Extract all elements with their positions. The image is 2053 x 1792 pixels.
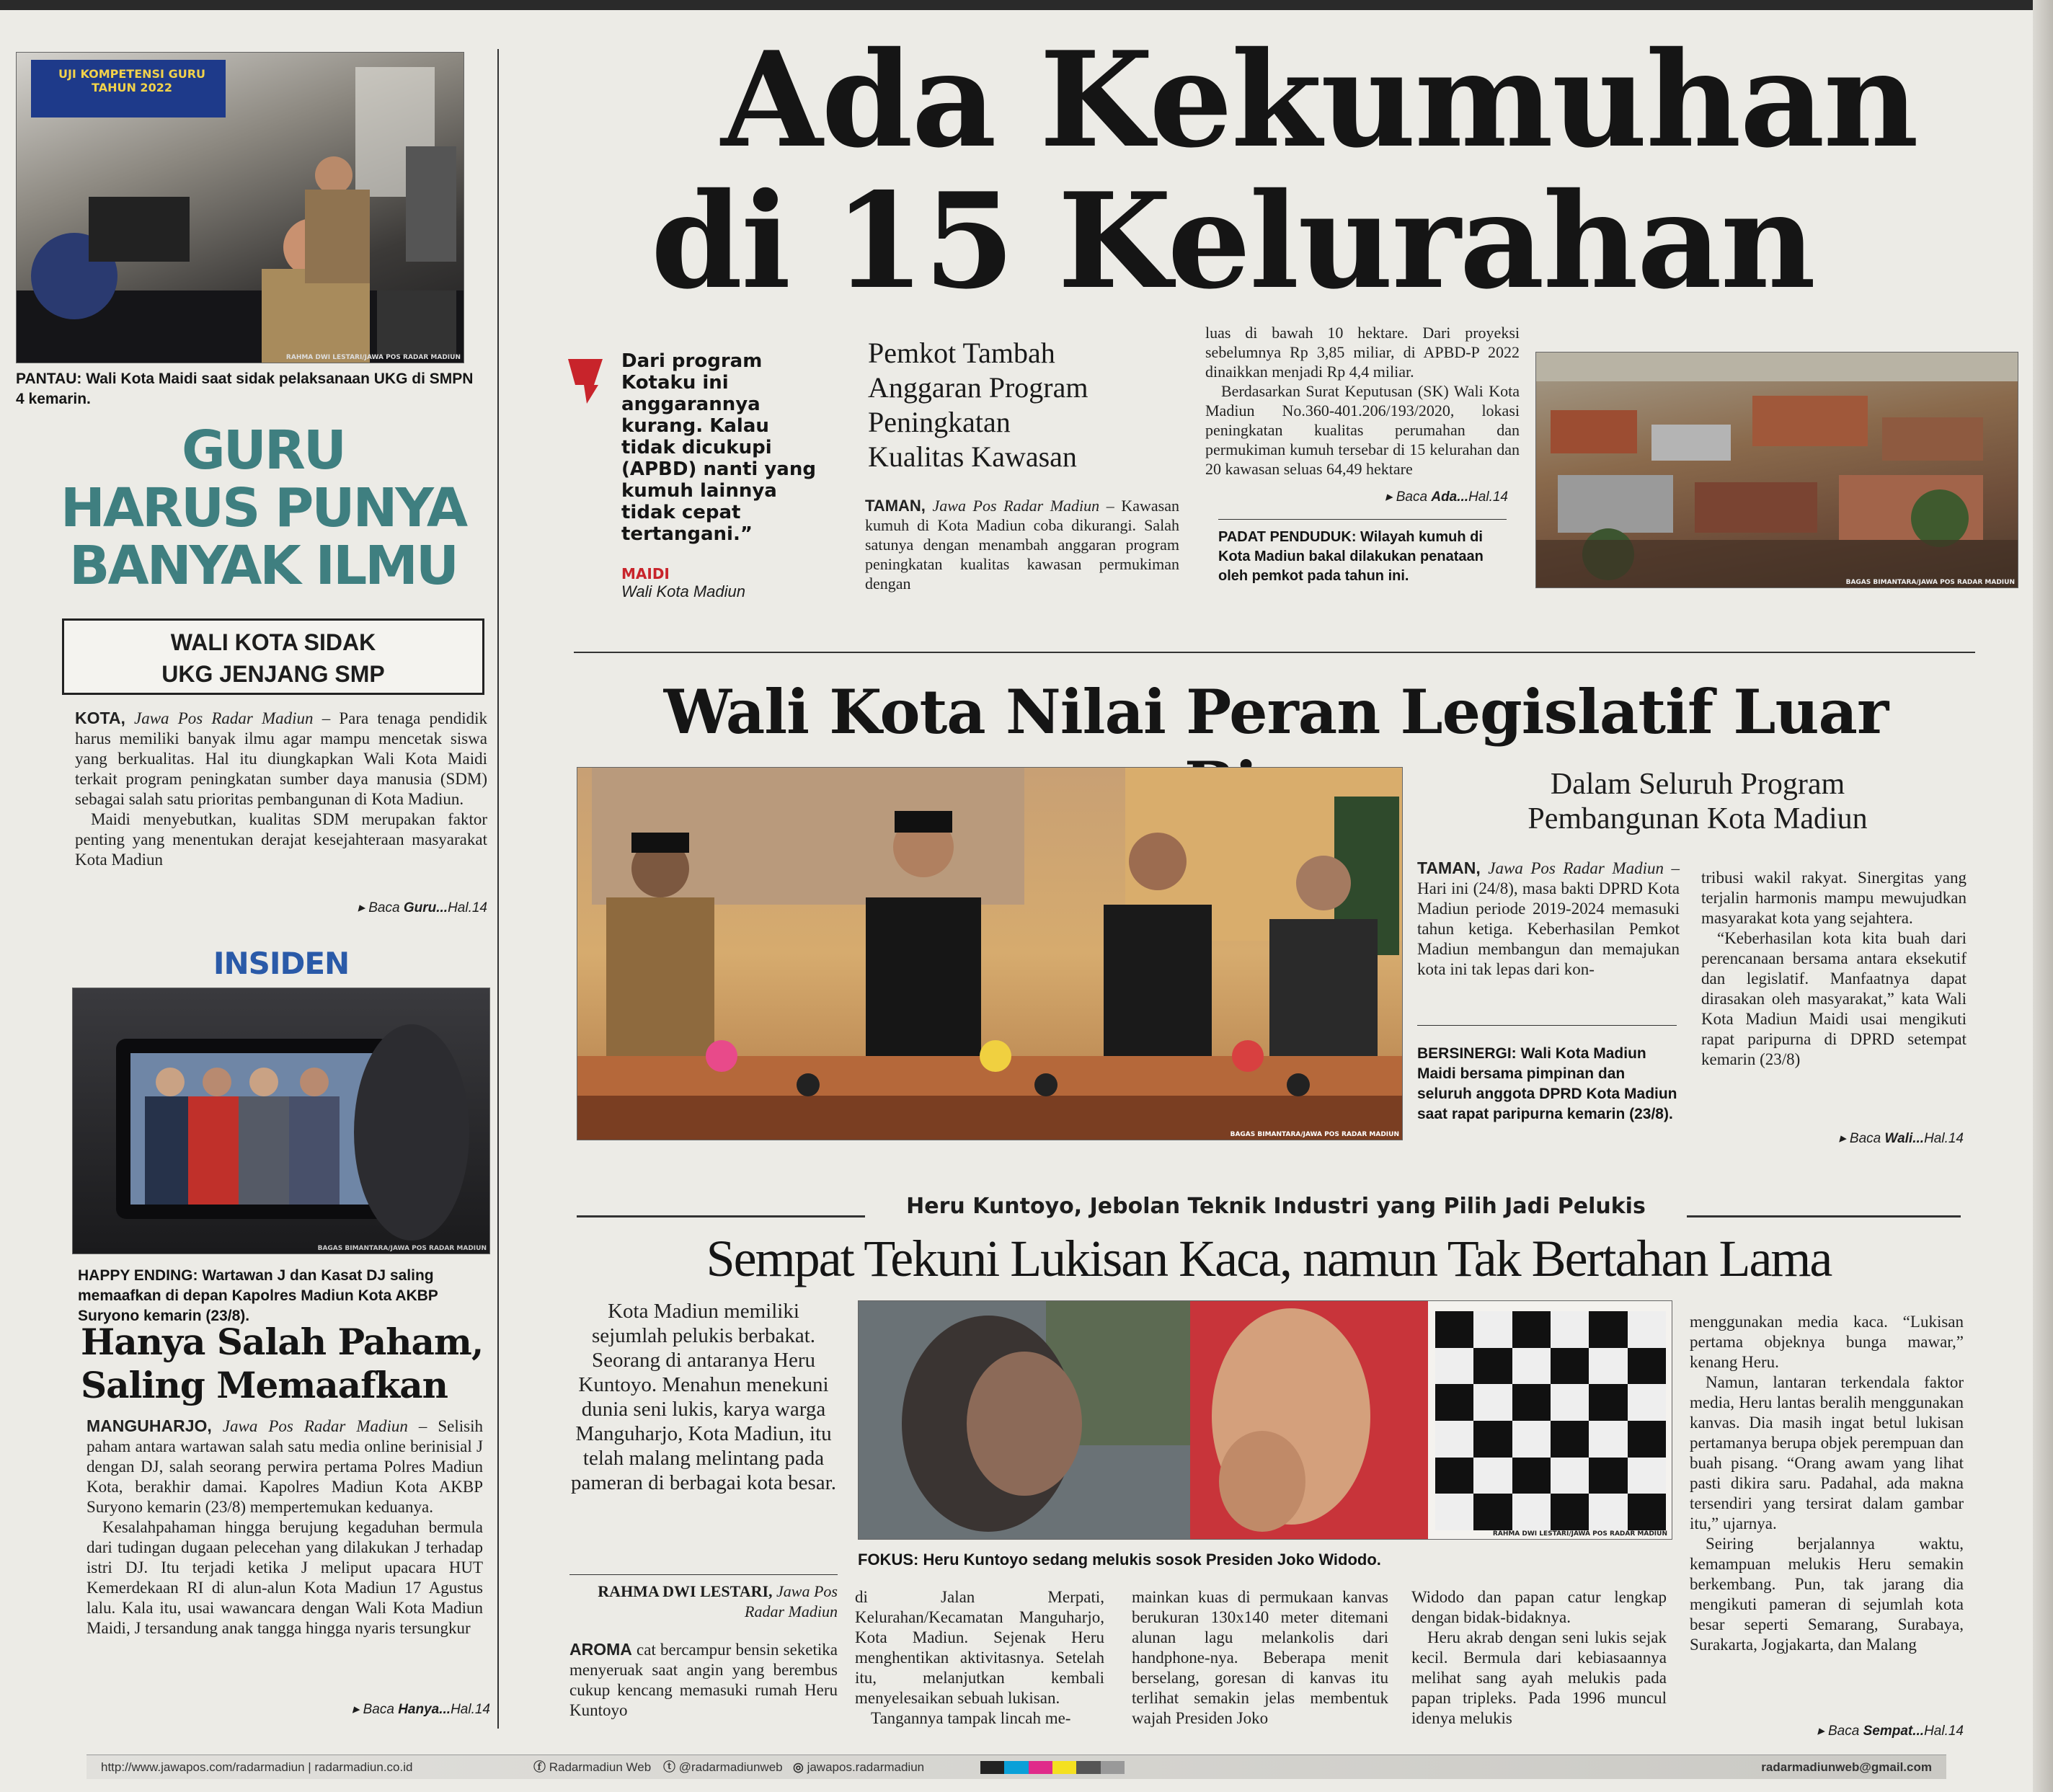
insiden-paragraph-1 [87, 1416, 483, 1517]
kumuh-photo-credit: BAGAS BIMANTARA/JAWA POS RADAR MADIUN [1845, 579, 2015, 586]
lukis-paragraph-7: menggunakan media kaca. “Lukisan pertama objeknya bunga mawar,” kenang Heru. [1690, 1313, 1964, 1371]
kumuh-baca-label: Baca [1396, 489, 1428, 505]
kumuh-source: Jawa Pos Radar Madiun [932, 497, 1100, 515]
insiden-source: Jawa Pos Radar Madiun [222, 1417, 408, 1435]
guru-headline-line1: GURU [182, 420, 345, 482]
insiden-caption: HAPPY ENDING: Wartawan J dan Kasat DJ saling memaafkan di depan Kapolres Madiun Kota AKBP Suryono kemarin (23/8). [78, 1267, 438, 1324]
lukis-col3 [1132, 1587, 1388, 1729]
legislatif-subhead-line2: Pembangunan Kota Madiun [1527, 802, 1868, 835]
legislatif-photo-art [577, 768, 1403, 1140]
lukis-paragraph-1 [569, 1639, 838, 1721]
pantau-photo [16, 52, 464, 363]
lukis-col5 [1690, 1312, 1964, 1655]
lukis-col2 [855, 1587, 1104, 1729]
footer-twitter-label: @radarmadiunweb [678, 1760, 783, 1774]
page-right-edge [2033, 0, 2053, 1792]
lukis-paragraph-1-text: cat bercampur bensin seketika menyeruak saat angin yang berembus cukup kencang memasuki rumah Heru Kuntoyo [569, 1641, 838, 1719]
lukis-lead: AROMA [569, 1640, 632, 1659]
guru-headline-line3: BANYAK ILMU [69, 535, 457, 597]
guru-headline [29, 422, 497, 595]
kumuh-paragraph-1-text: – Kawasan kumuh di Kota Madiun coba dikurangi. Salah satunya dengan menambah anggaran program peningkatan kualitas kawasan permukiman dengan [865, 497, 1179, 593]
insiden-photo-art [73, 988, 490, 1254]
insiden-dateline: MANGUHARJO, [87, 1416, 212, 1435]
kumuh-caption-rule [1218, 519, 1507, 520]
kumuh-paragraph-3: Berdasarkan Surat Keputusan (SK) Wali Kota Madiun No.360-401.206/193/2020, lokasi peningkatan kualitas perumahan dan permukiman kumuh tersebar di 15 kelurahan dan 20 kawasan seluas 64,49 hektare [1205, 382, 1520, 478]
legislatif-baca-page: Hal.14 [1924, 1131, 1964, 1146]
kumuh-photo [1535, 352, 2018, 588]
lukis-baca-link[interactable]: ▸ Baca Sempat...Hal.14 [1817, 1724, 1964, 1739]
guru-paragraph-1 [75, 708, 487, 809]
insiden-label: INSIDEN [213, 946, 350, 981]
guru-headline-line2: HARUS PUNYA [60, 477, 466, 539]
facebook-icon: ⓕ [533, 1760, 546, 1774]
guru-label-line2: UKG JENJANG SMP [161, 661, 385, 687]
page-top-edge [0, 0, 2053, 10]
lukis-kicker: Heru Kuntoyo, Jebolan Teknik Industri yang Pilih Jadi Pelukis [865, 1192, 1687, 1221]
legislatif-headline: Wali Kota Nilai Peran Legislatif Luar [663, 676, 1889, 748]
kumuh-col2 [1205, 323, 1520, 479]
legislatif-paragraph-2: tribusi wakil rakyat. Sinergitas yang terjalin harmonis mampu mewujudkan masyarakat kota yang sejahtera. [1701, 869, 1966, 927]
kumuh-quote-name: MAIDI [621, 565, 670, 582]
kumuh-caption: PADAT PENDUDUK: Wilayah kumuh di Kota Madiun bakal dilakukan penataan oleh pemkot pada tahun ini. [1218, 529, 1484, 584]
legislatif-col2 [1701, 868, 1966, 1070]
kumuh-subhead [868, 336, 1171, 474]
guru-baca-page: Hal.14 [448, 900, 487, 915]
lukis-col4 [1411, 1587, 1667, 1729]
lukis-author [569, 1582, 838, 1622]
insiden-paragraph-1-text: – Selisih paham antara wartawan salah satu media online berinisial J dengan DJ, salah seorang perwira pertama Polres Madiun Kota, berakhir damai. Kapolres Madiun Kota AKBP Suryono kemarin (23/8) mempertemukan keduanya. [87, 1417, 483, 1516]
kumuh-paragraph-1 [865, 496, 1179, 593]
kumuh-baca-link[interactable]: ▸ Baca Ada...Hal.14 [1385, 489, 1508, 505]
kumuh-baca-target: Ada... [1431, 489, 1469, 505]
insiden-photo-credit: BAGAS BIMANTARA/JAWA POS RADAR MADIUN [317, 1245, 487, 1252]
insiden-paragraph-2: Kesalahpahaman hingga berujung kegaduhan bermula dari tudingan dugaan pelecehan yang dilakukan J terhadap istri DJ. Itu terjadi ketika J meliput upacara HUT Kemerdekaan RI di alun-alun Kota Madiun 17 Agustus lalu. Kala itu, usai wawancara dengan Wali Kota Madiun Maidi, J tersandung anak tangga hingga nyaris tersungkur [87, 1518, 483, 1637]
legislatif-paragraph-3: “Keberhasilan kota kita buah dari perencanaan bersama antara eksekutif dan legislatif. Manfaatnya dapat dirasakan oleh masyarakat,” kata Wali Kota Madiun Maidi usai mengikuti rapat paripurna di DPRD setempat kemarin (23/8) [1701, 929, 1966, 1068]
footer-facebook[interactable] [533, 1755, 651, 1780]
lukis-col1 [569, 1639, 838, 1721]
pantau-photo-credit: RAHMA DWI LESTARI/JAWA POS RADAR MADIUN [285, 354, 461, 361]
guru-paragraph-2: Maidi menyebutkan, kualitas SDM merupakan faktor penting yang menentukan derajat kesejahteraan masyarakat Kota Madiun [75, 810, 487, 869]
lukis-intro: Kota Madiun memiliki sejumlah pelukis berbakat. Seorang di antaranya Heru Kuntoyo. Menahun menekuni dunia seni lukis, karya warga Manguharjo, Kota Madiun, itu telah malang melintang pada pameran di berbagai kota besar. [571, 1300, 836, 1494]
instagram-icon: ◎ [793, 1760, 804, 1774]
legislatif-subhead [1420, 767, 1975, 836]
lukis-headline: Sempat Tekuni Lukisan Kaca, namun Tak Bertahan Lama [706, 1230, 1832, 1287]
guru-baca-target: Guru... [403, 900, 448, 915]
lukis-paragraph-3: Tangannya tampak lincah me- [871, 1709, 1071, 1727]
kumuh-subhead-line4: Kualitas Kawasan [868, 440, 1077, 473]
lukis-caption: FOKUS: Heru Kuntoyo sedang melukis sosok Presiden Joko Widodo. [858, 1551, 1381, 1569]
insiden-baca-page: Hal.14 [451, 1702, 490, 1717]
kumuh-quote-role: Wali Kota Madiun [621, 582, 746, 600]
pantau-caption: PANTAU: Wali Kota Maidi saat sidak pelaksanaan UKG di SMPN 4 kemarin. [16, 371, 474, 407]
legislatif-caption-rule [1417, 1025, 1677, 1026]
lukis-baca-target: Sempat... [1863, 1724, 1925, 1739]
footer-email[interactable]: radarmadiunweb@gmail.com [1761, 1760, 1932, 1774]
quote-mark-svg [565, 356, 606, 407]
lukis-photo [858, 1300, 1672, 1540]
legislatif-baca-label: Baca [1849, 1131, 1881, 1146]
guru-label-box [62, 618, 484, 695]
main-headline [649, 22, 1990, 318]
insiden-headline [81, 1321, 513, 1407]
pantau-photo-art [17, 53, 464, 363]
legislatif-subhead-line1: Dalam Seluruh Program [1550, 768, 1845, 801]
footer-color-bar [980, 1761, 1125, 1774]
twitter-icon: ⓣ [663, 1760, 675, 1774]
quote-mark-icon [565, 356, 606, 407]
legislatif-dateline: TAMAN, [1417, 859, 1481, 877]
footer-url[interactable]: http://www.jawapos.com/radarmadiun | radarmadiun.co.id [101, 1760, 413, 1774]
kumuh-section-rule [574, 652, 1975, 653]
lukis-author-name: RAHMA DWI LESTARI, [598, 1582, 773, 1600]
pantau-banner: UJI KOMPETENSI GURU TAHUN 2022 [58, 67, 206, 94]
lukis-baca-label: Baca [1828, 1724, 1860, 1739]
legislatif-paragraph-1 [1417, 858, 1680, 980]
legislatif-paragraph-1-text: – Hari ini (24/8), masa bakti DPRD Kota Madiun periode 2019-2024 memasuki tahun ketiga. Keberhasilan Pemkot Madiun membangun dan memajukan kota ini tak lepas dari kon- [1417, 859, 1680, 978]
legislatif-baca-link[interactable]: ▸ Baca Wali...Hal.14 [1839, 1131, 1964, 1146]
kumuh-subhead-line1: Pemkot Tambah [868, 337, 1055, 369]
lukis-photo-credit: RAHMA DWI LESTARI/JAWA POS RADAR MADIUN [1492, 1530, 1667, 1538]
insiden-baca-link[interactable]: ▸ Baca Hanya...Hal.14 [352, 1702, 490, 1717]
guru-source: Jawa Pos Radar Madiun [134, 709, 314, 727]
guru-body [75, 708, 487, 870]
lukis-author-source: Jawa Pos Radar Madiun [745, 1582, 838, 1620]
kumuh-baca-page: Hal.14 [1468, 489, 1508, 505]
guru-baca-label: Baca [368, 900, 400, 915]
footer-instagram-label: jawapos.radarmadiun [807, 1760, 925, 1774]
lukis-paragraph-5: Widodo dan papan catur lengkap dengan bidak-bidaknya. [1411, 1588, 1667, 1626]
lukis-paragraph-4: mainkan kuas di permukaan kanvas berukuran 130x140 meter ditemani alunan lagu melankolis dari handphone-nya. Beberapa menit berselang, goresan di kanvas itu terlihat semakin jelas membentuk wajah Presiden Joko [1132, 1588, 1388, 1727]
guru-baca-link[interactable]: ▸ Baca Guru...Hal.14 [358, 900, 487, 915]
lukis-author-rule [569, 1574, 838, 1575]
lukis-paragraph-6: Heru akrab dengan seni lukis sejak kecil. Bermula dari kebiasaannya melihat sang ayah melukis pada papan tripleks. Pada 1996 muncul idenya melukis [1411, 1628, 1667, 1727]
legislatif-source: Jawa Pos Radar Madiun [1488, 859, 1664, 877]
insiden-headline-line2: Saling Memaafkan [81, 1364, 448, 1406]
main-headline-line2: di 15 Kelurahan [650, 164, 1815, 318]
insiden-body [87, 1416, 483, 1638]
lukis-paragraph-8: Namun, lantaran terkendala faktor media, Heru lantas beralih menggunakan kanvas. Dia masih ingat betul lukisan pertamanya berupa objek perempuan dan buah pisang. “Orang awam yang lihat pasti dikira saru. Padahal, ada makna tersendiri yang tersirat dalam gambar itu,” ujarnya. [1690, 1373, 1964, 1532]
main-headline-line1: Ada Kekumuhan [721, 22, 1917, 177]
chessboard-art [1435, 1311, 1666, 1530]
kumuh-quote: Dari program Kotaku ini anggarannya kurang. Kalau tidak dicukupi (APBD) nanti yang kumuh lainnya tidak cepat tertangani.” [621, 350, 816, 545]
kumuh-subhead-line3: Peningkatan [868, 406, 1011, 438]
insiden-photo [72, 988, 490, 1254]
kumuh-paragraph-2: luas di bawah 10 hektare. Dari proyeksi sebelumnya Rp 3,85 miliar, di APBD-P 2022 dinaikkan menjadi Rp 4,4 miliar. [1205, 324, 1520, 381]
lukis-paragraph-9: Seiring berjalannya waktu, kemampuan melukis Heru semakin berkembang. Pun, tak jarang dia mengikuti pameran di sejumlah kota besar seperti Semarang, Surabaya, Surakarta, Jogjakarta, dan Malang [1690, 1535, 1964, 1654]
page-footer [87, 1755, 1946, 1779]
lukis-paragraph-2: di Jalan Merpati, Kelurahan/Kecamatan Manguharjo, Kota Madiun. Sejenak Heru menghentikan aktivitasnya. Setelah itu, melanjutkan kembali menyelesaikan sebuah lukisan. [855, 1588, 1104, 1707]
insiden-baca-target: Hanya... [398, 1702, 451, 1717]
lukis-baca-page: Hal.14 [1924, 1724, 1964, 1739]
footer-facebook-label: Radarmadiun Web [549, 1760, 652, 1774]
guru-label-line1: WALI KOTA SIDAK [170, 629, 376, 655]
left-column-rule [497, 49, 499, 1729]
guru-paragraph-1-text: – Para tenaga pendidik harus memiliki banyak ilmu agar mampu mencetak siswa yang berkualitas. Hal itu diungkapkan Wali Kota Maidi terkait program peningkatan sumber daya manusia (SDM) sebagai salah satu prioritas pembangunan di Kota Madiun. [75, 709, 488, 808]
insiden-baca-label: Baca [363, 1702, 394, 1717]
kumuh-subhead-line2: Anggaran Program [868, 371, 1088, 404]
footer-instagram[interactable] [793, 1755, 924, 1780]
kumuh-photo-art [1536, 352, 2018, 588]
legislatif-col1 [1417, 858, 1680, 980]
footer-twitter[interactable] [663, 1755, 783, 1780]
legislatif-photo [577, 767, 1403, 1140]
guru-dateline: KOTA, [75, 709, 125, 727]
insiden-headline-line1: Hanya Salah Paham, [81, 1321, 484, 1363]
kumuh-dateline: TAMAN, [865, 497, 926, 515]
kumuh-col1 [865, 496, 1179, 593]
legislatif-caption: BERSINERGI: Wali Kota Madiun Maidi bersama pimpinan dan seluruh anggota DPRD Kota Madiun saat rapat paripurna kemarin (23/8). [1417, 1045, 1677, 1122]
legislatif-baca-target: Wali... [1884, 1131, 1925, 1146]
legislatif-photo-credit: BAGAS BIMANTARA/JAWA POS RADAR MADIUN [1230, 1131, 1399, 1138]
